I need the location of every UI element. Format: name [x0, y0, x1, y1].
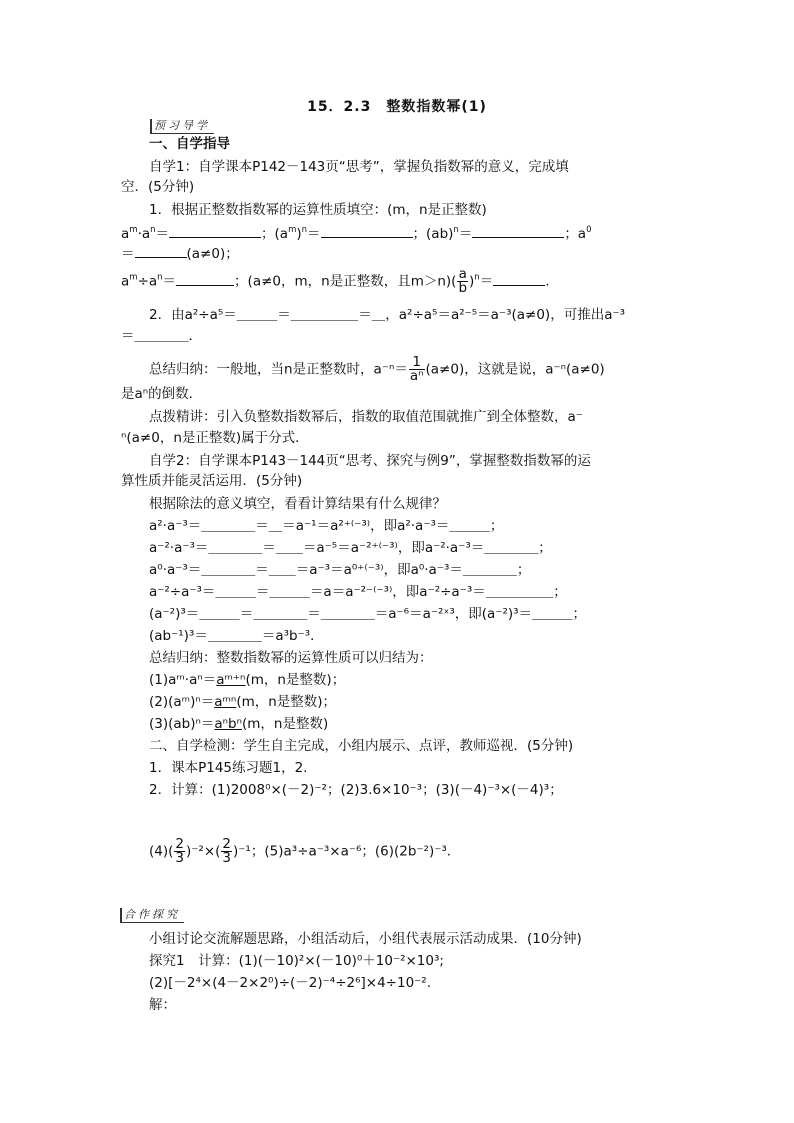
- section-tag-preview: 预习导学: [150, 119, 214, 133]
- summary-2: 总结归纳：整数指数幂的运算性质可以归结为：: [149, 650, 433, 666]
- rule-row-1: a²·a⁻³＝＿＿＿＿＝＿＝a⁻¹＝a²⁺⁽⁻³⁾，即a²·a⁻³＝＿＿＿；: [149, 518, 504, 534]
- rule-row-5: (a⁻²)³＝＿＿＿＝＿＿＿＿＝＿＿＿＿＝a⁻⁶＝a⁻²ˣ³，即(a⁻²)³＝＿＿＿；: [149, 606, 587, 622]
- self-study-1-cont: 空．(5分钟): [121, 179, 195, 195]
- property-2: (2)(aᵐ)ⁿ＝aᵐⁿ(m，n是整数)；: [149, 694, 337, 710]
- self-study-1: 自学1：自学课本P142－143页“思考”，掌握负指数幂的意义，完成填: [149, 159, 569, 175]
- check-1: 1．课本P145练习题1，2.: [149, 760, 308, 776]
- explore-1: 探究1 计算：(1)(－10)²×(－10)⁰＋10⁻²×10³;: [149, 953, 444, 969]
- solution-label: 解：: [149, 997, 176, 1013]
- rule-row-4: a⁻²÷a⁻³＝＿＿＿＝＿＿＿＝a＝a⁻²⁻⁽⁻³⁾，即a⁻²÷a⁻³＝＿＿＿＿＿；: [149, 584, 567, 600]
- rule-row-3: a⁰·a⁻³＝＿＿＿＿＝＿＿＝a⁻³＝a⁰⁺⁽⁻³⁾，即a⁰·a⁻³＝＿＿＿＿；: [149, 562, 531, 578]
- question-2-cont: ＝＿＿＿＿．: [121, 328, 202, 344]
- self-study-2: 自学2：自学课本P143－144页“思考、探究与例9”，掌握整数指数幂的运: [149, 453, 591, 469]
- explore-1-part2: (2)[－2⁴×(4－2×2⁰)÷(－2)⁻⁴÷2⁶]×4÷10⁻².: [149, 975, 431, 991]
- fill-row-3: $a^m\div a^n=$ ；(a≠0，m，n是正整数，且m＞n)( $\frac{a}{b}$ )$^n$＝ .: [121, 266, 550, 296]
- fill-row-2: ＝ (a≠0)；: [121, 246, 239, 262]
- fill-row-1: $a^m\cdot a^n=$ ；$(a^m)^n=$ ；(ab)$^n$＝ ；$a^0$: [121, 225, 592, 242]
- summary-1-cont: 是aⁿ的倒数．: [121, 386, 203, 402]
- rule-row-2: a⁻²·a⁻³＝＿＿＿＿＝＿＿＝a⁻⁵＝a⁻²⁺⁽⁻³⁾，即a⁻²·a⁻³＝＿＿＿＿；: [149, 540, 552, 556]
- check-2-cont: (4)( $\frac{2}{3}$ )⁻²×( $\frac{2}{3}$ )⁻¹；(5)a³÷a⁻³×a⁻⁶；(6)(2b⁻²)⁻³.: [149, 836, 452, 866]
- section-tag-cooperate: 合作探究: [120, 908, 184, 922]
- group-instruction: 小组讨论交流解题思路，小组活动后，小组代表展示活动成果．(10分钟): [149, 931, 582, 947]
- tip: 点拨精讲：引入负整数指数幂后，指数的取值范围就推广到全体整数，a⁻: [149, 409, 583, 425]
- tip-cont: ⁿ(a≠0，n是正整数)属于分式．: [121, 430, 309, 446]
- section-heading: 一、自学指导: [149, 136, 230, 152]
- rule-row-6: (ab⁻¹)³＝＿＿＿＿＝a³b⁻³．: [149, 628, 324, 644]
- self-study-2-cont: 算性质并能灵活运用．(5分钟): [121, 473, 303, 489]
- page-title: 15．2.3 整数指数幂(1): [307, 99, 487, 115]
- rule-question: 根据除法的意义填空，看看计算结果有什么规律？: [149, 496, 446, 512]
- property-3: (3)(ab)ⁿ＝aⁿbⁿ(m，n是整数): [149, 716, 329, 732]
- property-1: (1)aᵐ·aⁿ＝aᵐ⁺ⁿ(m，n是整数)；: [149, 672, 346, 688]
- check-2: 2．计算：(1)2008⁰×(－2)⁻²；(2)3.6×10⁻³；(3)(－4)⁻³×(－4)³；: [149, 782, 563, 798]
- question-1: 1．根据正整数指数幂的运算性质填空：(m，n是正整数): [149, 202, 487, 218]
- section-heading-2: 二、自学检测：学生自主完成，小组内展示、点评，教师巡视．(5分钟): [149, 738, 574, 754]
- summary-1: 总结归纳：一般地，当n是正整数时，a⁻ⁿ＝ $\frac{1}{\text{aⁿ}}$ (a≠0)，这就是说，a⁻ⁿ(a≠0): [149, 354, 605, 384]
- question-2: 2．由a²÷a⁵＝＿＿＿＝＿＿＿＿＿＝＿，a²÷a⁵＝a²⁻⁵＝a⁻³(a≠0)，可推出a⁻³: [149, 307, 625, 323]
